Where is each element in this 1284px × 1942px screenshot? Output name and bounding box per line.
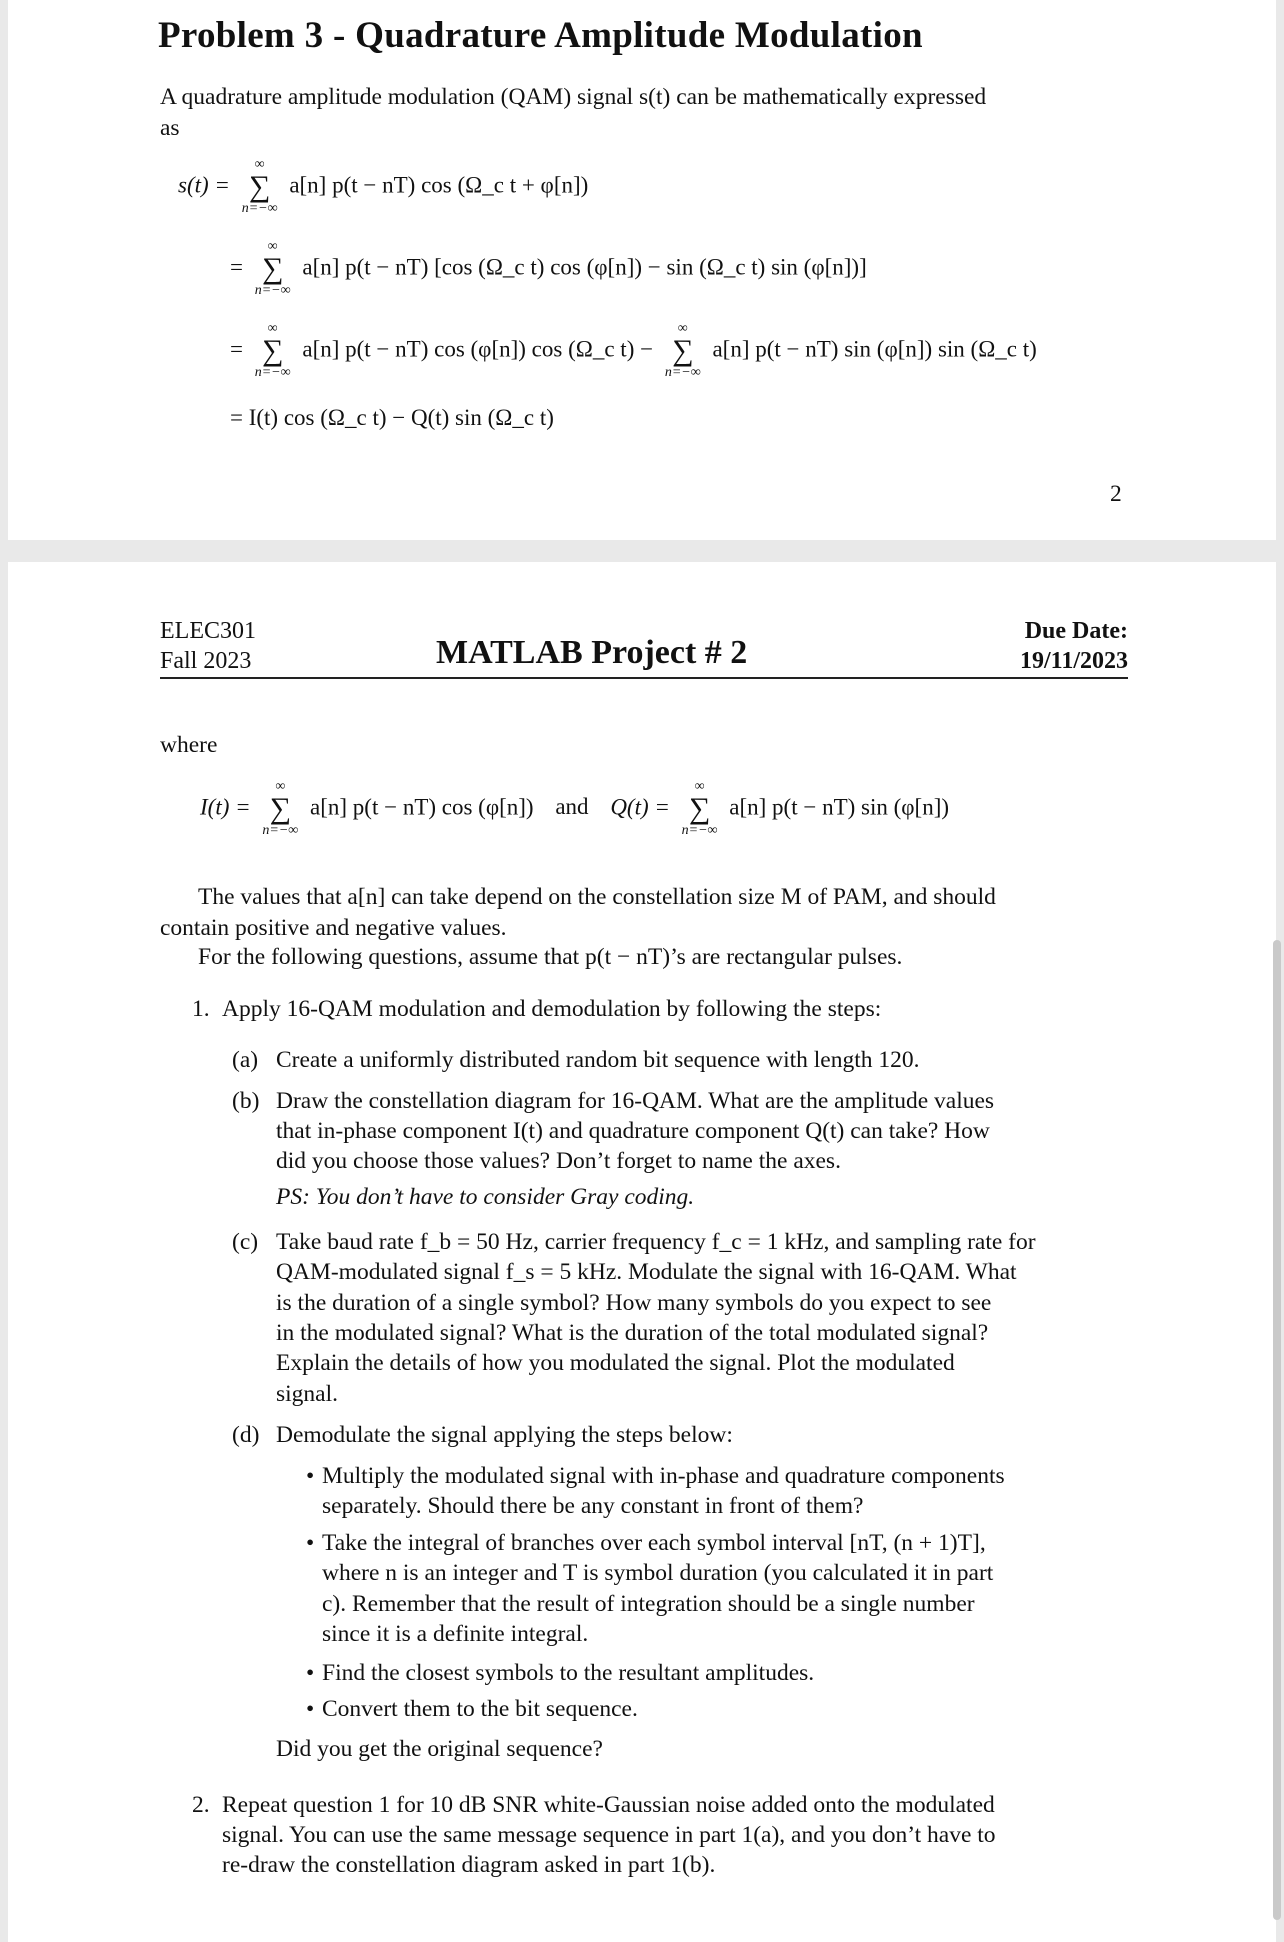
i-rhs: a[n] p(t − nT) cos (φ[n])	[310, 794, 534, 820]
equation-1	[178, 158, 588, 216]
qc-line1: Take baud rate f_b = 50 Hz, carrier frequency f_c = 1 kHz, and sampling rate for	[276, 1229, 1036, 1255]
where-label: where	[160, 732, 218, 758]
page-number: 2	[1110, 481, 1122, 507]
summation-symbol	[255, 322, 291, 380]
equation-4: = I(t) cos (Ω_c t) − Q(t) sin (Ω_c t)	[230, 405, 554, 430]
bullet-icon: •	[306, 1463, 315, 1489]
qc-line5: Explain the details of how you modulated the signal. Plot the modulated	[276, 1350, 955, 1376]
sum-lower: n=−∞	[664, 365, 701, 380]
b1-line2: separately. Should there be any constant in front of them?	[322, 1493, 864, 1519]
qb-label: (b)	[232, 1088, 260, 1114]
and-word: and	[555, 794, 589, 820]
eq2-equals: =	[230, 254, 243, 280]
qd-end: Did you get the original sequence?	[276, 1736, 603, 1762]
q2-line1: Repeat question 1 for 10 dB SNR white-Gaussian noise added onto the modulated	[222, 1792, 995, 1818]
sum-lower: n=−∞	[241, 201, 278, 216]
bullet-icon: •	[306, 1696, 315, 1722]
document-page-2	[8, 562, 1276, 1942]
sum-lower: n=−∞	[254, 365, 291, 380]
eq1-lhs: s(t) =	[178, 172, 230, 198]
sum-lower: n=−∞	[262, 823, 299, 838]
b2-line4: since it is a definite integral.	[322, 1621, 589, 1647]
summation-symbol	[262, 780, 298, 838]
eq3-rhs-a: a[n] p(t − nT) cos (φ[n]) cos (Ω_c t) −	[302, 336, 654, 362]
header-rule	[160, 677, 1128, 679]
sum-upper: ∞	[254, 157, 265, 172]
b2-line2: where n is an integer and T is symbol duration (you calculated it in part	[322, 1560, 994, 1586]
sum-upper: ∞	[267, 239, 278, 254]
b1-line1: Multiply the modulated signal with in-phase and quadrature components	[322, 1463, 1005, 1489]
b4-text: Convert them to the bit sequence.	[322, 1696, 638, 1722]
qc-line3: is the duration of a single symbol? How many symbols do you expect to see	[276, 1290, 992, 1316]
i-def: I(t) =	[200, 794, 251, 820]
b2-line3: c). Remember that the result of integration should be a single number	[322, 1591, 975, 1617]
para1-line2: contain positive and negative values.	[160, 915, 507, 941]
sum-upper: ∞	[267, 321, 278, 336]
qb-line1: Draw the constellation diagram for 16-QAM. What are the amplitude values	[276, 1088, 995, 1114]
scrollbar[interactable]	[1273, 940, 1281, 1920]
problem-title: Problem 3 - Quadrature Amplitude Modulation	[158, 15, 923, 56]
iq-definitions	[200, 780, 949, 838]
qb-line3: did you choose those values? Don’t forget to name the axes.	[276, 1148, 841, 1174]
q1-text: Apply 16-QAM modulation and demodulation by following the steps:	[222, 996, 882, 1022]
q-rhs: a[n] p(t − nT) sin (φ[n])	[729, 794, 950, 820]
due-label: Due Date:	[1024, 618, 1128, 644]
summation-symbol	[682, 780, 718, 838]
q2-line2: signal. You can use the same message sequence in part 1(a), and you don’t have to	[222, 1822, 996, 1848]
summation-symbol	[242, 158, 278, 216]
sigma-icon: ∑	[248, 170, 271, 203]
qc-line4: in the modulated signal? What is the duration of the total modulated signal?	[276, 1320, 989, 1346]
q2-number: 2.	[192, 1792, 210, 1818]
qa-text: Create a uniformly distributed random bit sequence with length 120.	[276, 1047, 920, 1073]
equation-3	[230, 322, 1037, 380]
qd-text: Demodulate the signal applying the steps below:	[276, 1422, 733, 1448]
qc-line2: QAM-modulated signal f_s = 5 kHz. Modulate the signal with 16-QAM. What	[276, 1259, 1017, 1285]
qb-ps-note: PS: You don’t have to consider Gray coding.	[276, 1184, 695, 1210]
eq3-equals: =	[230, 336, 243, 362]
course-term: Fall 2023	[160, 648, 252, 674]
intro-line-2: as	[160, 115, 180, 141]
sigma-icon: ∑	[269, 792, 292, 825]
para2: For the following questions, assume that p(t − nT)’s are rectangular pulses.	[198, 944, 903, 970]
course-code: ELEC301	[160, 618, 256, 644]
intro-line-1: A quadrature amplitude modulation (QAM) signal s(t) can be mathematically expressed	[160, 84, 987, 110]
b2-line1: Take the integral of branches over each symbol interval [nT, (n + 1)T],	[322, 1530, 986, 1556]
b3-text: Find the closest symbols to the resultant amplitudes.	[322, 1660, 815, 1686]
eq1-rhs: a[n] p(t − nT) cos (Ω_c t + φ[n])	[289, 172, 589, 198]
sigma-icon: ∑	[261, 252, 284, 285]
sigma-icon: ∑	[672, 334, 694, 367]
bullet-icon: •	[306, 1660, 315, 1686]
summation-symbol	[665, 322, 701, 380]
sum-lower: n=−∞	[681, 823, 718, 838]
sum-upper: ∞	[275, 779, 286, 794]
project-title: MATLAB Project # 2	[436, 634, 748, 671]
qc-label: (c)	[232, 1229, 259, 1255]
document-page-1	[8, 0, 1276, 540]
bullet-icon: •	[306, 1530, 315, 1556]
summation-symbol	[255, 240, 291, 298]
qb-line2: that in-phase component I(t) and quadrature component Q(t) can take? How	[276, 1118, 990, 1144]
qa-label: (a)	[232, 1047, 259, 1073]
equation-2	[230, 240, 867, 298]
para1-line1: The values that a[n] can take depend on the constellation size M of PAM, and should	[198, 884, 996, 910]
sigma-icon: ∑	[688, 792, 711, 825]
sum-lower: n=−∞	[254, 283, 291, 298]
q2-line3: re-draw the constellation diagram asked in part 1(b).	[222, 1852, 716, 1878]
eq3-rhs-b: a[n] p(t − nT) sin (φ[n]) sin (Ω_c t)	[712, 336, 1037, 362]
sum-upper: ∞	[694, 779, 705, 794]
q1-number: 1.	[192, 996, 210, 1022]
q-def: Q(t) =	[610, 794, 670, 820]
sigma-icon: ∑	[261, 334, 284, 367]
due-date: 19/11/2023	[1019, 648, 1128, 674]
eq2-rhs: a[n] p(t − nT) [cos (Ω_c t) cos (φ[n]) − sin (Ω_c t) sin (φ[n])]	[302, 254, 867, 280]
sum-upper: ∞	[677, 321, 688, 336]
qc-line6: signal.	[276, 1381, 339, 1407]
qd-label: (d)	[232, 1422, 260, 1448]
